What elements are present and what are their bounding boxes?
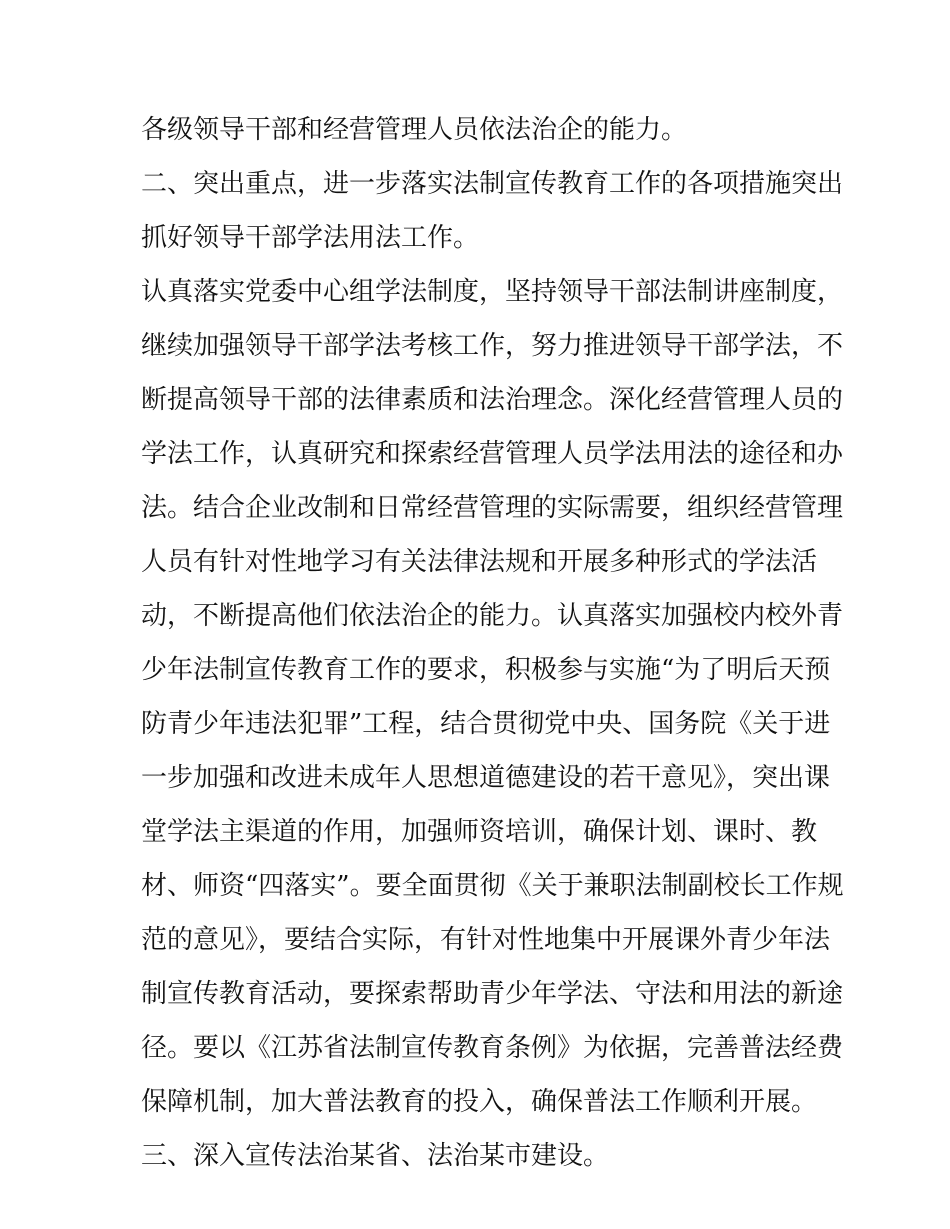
body-line: 断提高领导干部的法律素质和法治理念。深化经营管理人员的 <box>141 385 844 415</box>
section-2-heading-line: 抓好领导干部学法用法工作。 <box>141 223 480 253</box>
intro-line: 各级领导干部和经营管理人员依法治企的能力。 <box>141 115 688 145</box>
body-line: 保障机制，加大普法教育的投入，确保普法工作顺利开展。 <box>141 1087 818 1117</box>
section-3-heading: 三、深入宣传法治某省、法治某市建设。 <box>141 1141 610 1171</box>
body-line: 材、师资“四落实”。要全面贯彻《关于兼职法制副校长工作规 <box>141 871 844 901</box>
body-line: 径。要以《江苏省法制宣传教育条例》为依据，完善普法经费 <box>141 1033 844 1063</box>
body-line: 动，不断提高他们依法治企的能力。认真落实加强校内校外青 <box>141 601 844 631</box>
body-line: 制宣传教育活动，要探索帮助青少年学法、守法和用法的新途 <box>141 979 844 1009</box>
section-2-body <box>141 270 844 1124</box>
body-line: 少年法制宣传教育工作的要求，积极参与实施“为了明后天预 <box>141 655 831 685</box>
body-line: 学法工作，认真研究和探索经营管理人员学法用法的途径和办 <box>141 439 844 469</box>
section-2-heading-line: 二、突出重点，进一步落实法制宣传教育工作的各项措施突出 <box>141 169 844 199</box>
body-line: 法。结合企业改制和日常经营管理的实际需要，组织经营管理 <box>141 493 844 523</box>
body-line: 堂学法主渠道的作用，加强师资培训，确保计划、课时、教 <box>141 817 818 847</box>
body-line: 认真落实党委中心组学法制度，坚持领导干部法制讲座制度， <box>141 277 844 307</box>
document-page <box>141 108 844 1178</box>
body-line: 人员有针对性地学习有关法律法规和开展多种形式的学法活 <box>141 547 818 577</box>
body-line: 防青少年违法犯罪”工程，结合贯彻党中央、国务院《关于进 <box>141 709 831 739</box>
body-line: 一步加强和改进未成年人思想道德建设的若干意见》，突出课 <box>141 763 831 793</box>
section-2-heading <box>141 162 844 260</box>
body-line: 范的意见》，要结合实际，有针对性地集中开展课外青少年法 <box>141 925 831 955</box>
body-line: 继续加强领导干部学法考核工作，努力推进领导干部学法，不 <box>141 331 844 361</box>
